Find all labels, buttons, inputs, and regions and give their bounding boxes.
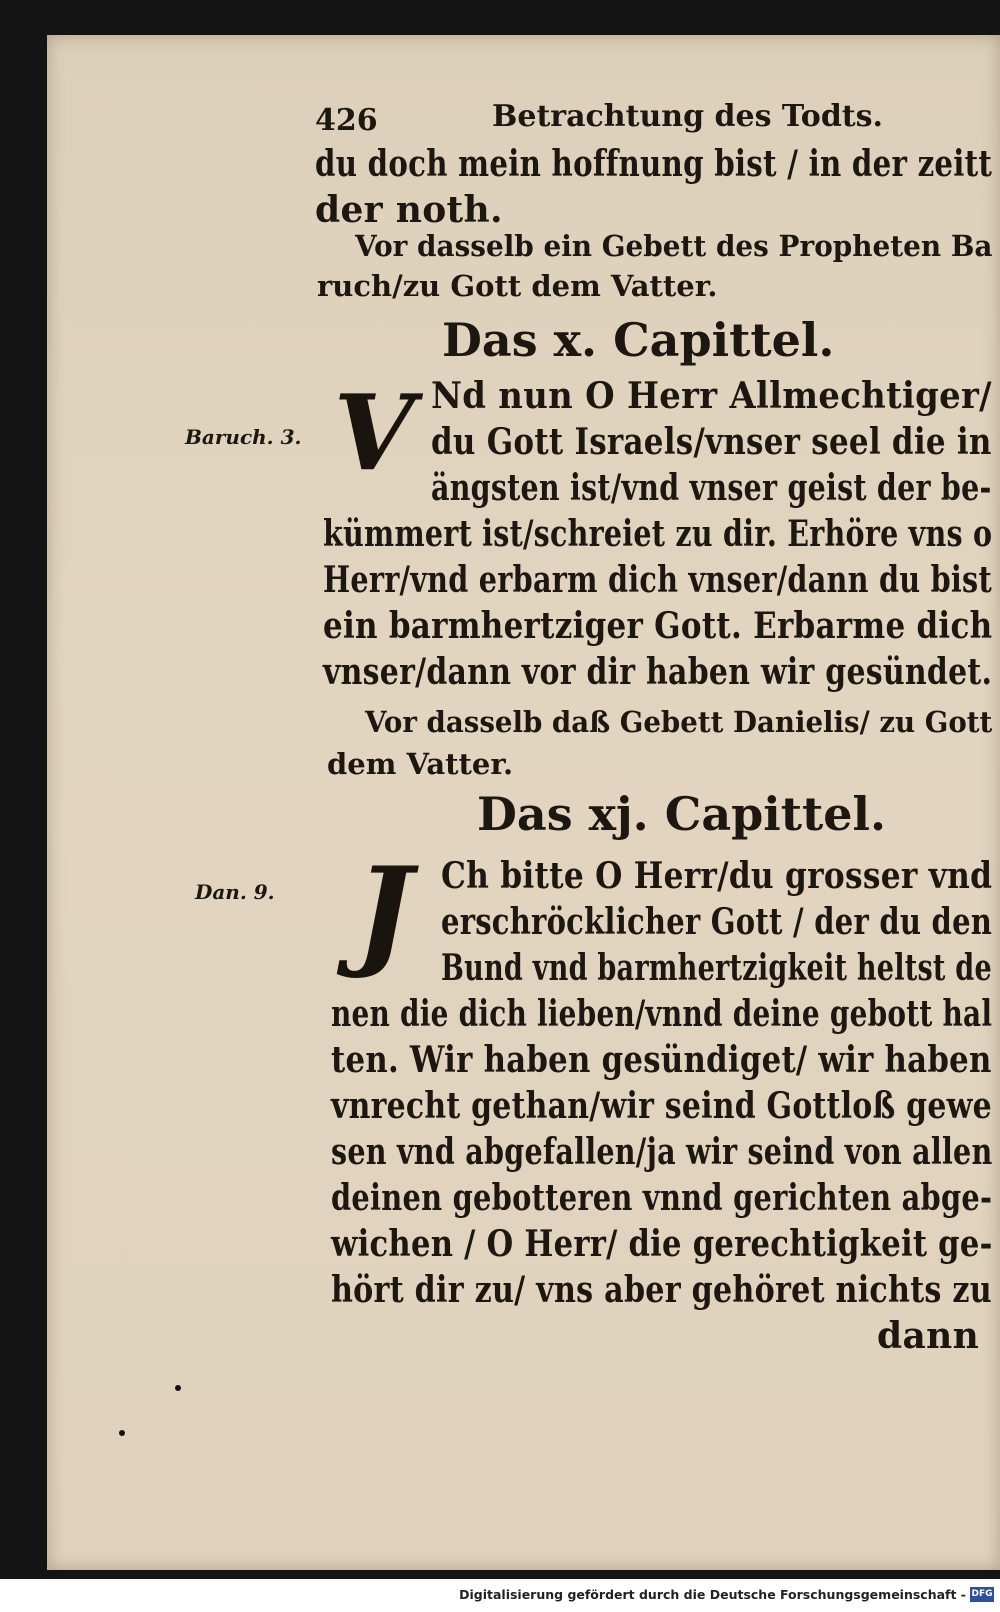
text-line: ten. Wir haben gesündiget/ wir haben (331, 1039, 992, 1081)
page-number: 426 (315, 103, 378, 138)
text-line: deinen gebotteren vnnd gerichten abge- (331, 1177, 993, 1219)
catchword: dann (877, 1315, 980, 1357)
rubric-line: Vor dasselb daß Gebett Danielis/ zu Gott (365, 705, 993, 739)
decorated-initial (329, 841, 439, 983)
initial-letter: J (355, 841, 413, 982)
text-line: Bund vnd barmhertzigkeit heltst de (441, 947, 992, 989)
running-title: Betrachtung des Todts. (492, 99, 883, 134)
text-line: sen vnd abgefallen/ja wir seind von allen (331, 1131, 993, 1173)
text-line: wichen / O Herr/ die gerechtigkeit ge- (331, 1223, 993, 1265)
text-line: du Gott Israels/vnser seel die in (431, 421, 992, 463)
footer-credit: Digitalisierung gefördert durch die Deutsche Forschungsgemeinschaft - (459, 1587, 966, 1602)
rubric-line: ruch/zu Gott dem Vatter. (317, 269, 718, 303)
text-line: kümmert ist/schreiet zu dir. Erhöre vns o (323, 513, 993, 555)
chapter-title: Das x. Capittel. (442, 313, 835, 367)
text-line: ängsten ist/vnd vnser geist der be- (431, 467, 992, 509)
text-line: erschröcklicher Gott / der du den (441, 901, 993, 943)
text-line: hört dir zu/ vns aber gehöret nichts zu (331, 1269, 992, 1311)
footer-bar (0, 1579, 1000, 1612)
decorated-initial (319, 371, 429, 495)
book-page (47, 35, 1000, 1570)
text-line: vnser/dann vor dir haben wir gesündet. (323, 651, 993, 693)
text-line: Herr/vnd erbarm dich vnser/dann du bist (323, 559, 992, 601)
text-line: vnrecht gethan/wir seind Gottloß gewe (331, 1085, 992, 1127)
text-line: du doch mein hoffnung bist / in der zeitt (315, 143, 993, 185)
text-line: Ch bitte O Herr/du grosser vnd (441, 855, 993, 897)
dfg-logo: DFG (970, 1587, 994, 1602)
text-line: der noth. (315, 189, 503, 231)
text-line: ein barmhertziger Gott. Erbarme dich (323, 605, 993, 647)
margin-note: Dan. 9. (195, 880, 275, 904)
text-line: Nd nun O Herr Allmechtiger/ (431, 375, 992, 417)
initial-letter: V (333, 371, 415, 494)
paper-speck (175, 1385, 181, 1391)
text-line: nen die dich lieben/vnnd deine gebott hal (331, 993, 993, 1035)
chapter-title: Das xj. Capittel. (477, 787, 887, 841)
paper-speck (119, 1430, 125, 1436)
rubric-line: Vor dasselb ein Gebett des Propheten Ba (355, 229, 993, 263)
rubric-line: dem Vatter. (327, 747, 514, 781)
margin-note: Baruch. 3. (185, 425, 302, 449)
